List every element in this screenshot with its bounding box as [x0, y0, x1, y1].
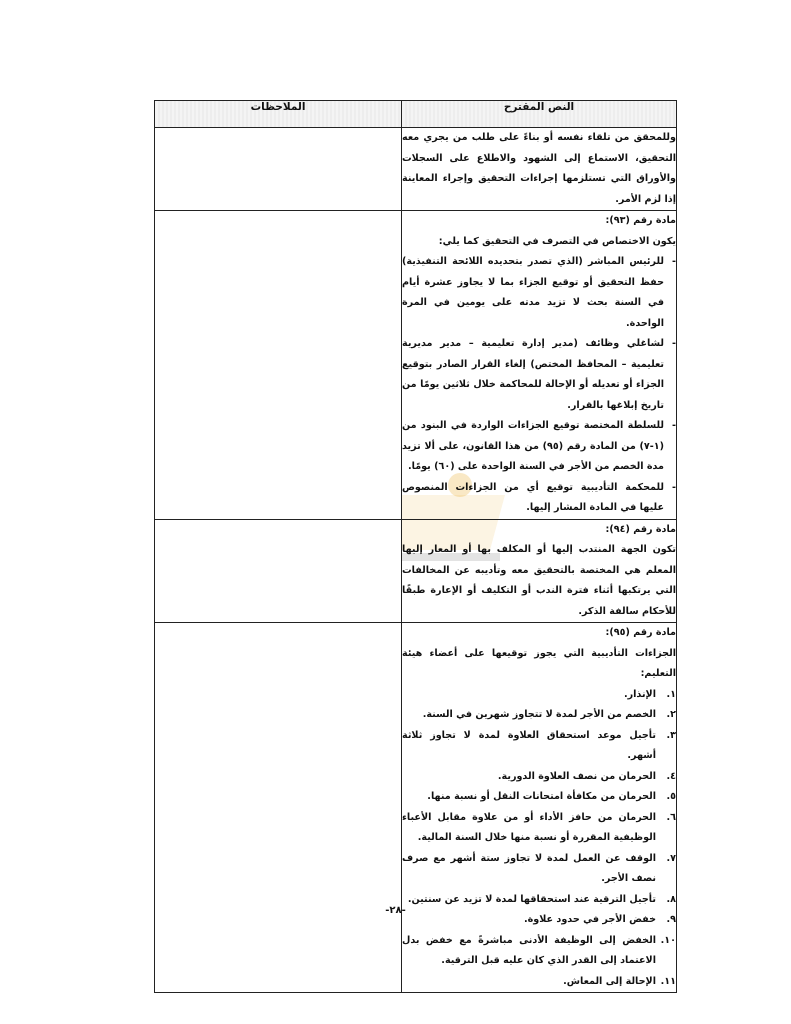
table-row — [155, 211, 677, 520]
penalty-item-text: الخصم من الأجر لمدة لا تتجاوز شهرين في السنة. — [422, 709, 656, 720]
penalty-item — [402, 685, 676, 706]
penalty-item — [402, 972, 676, 993]
penalty-item — [402, 726, 676, 767]
penalty-item-number: ١٠. — [660, 934, 676, 946]
list-item: - للمحكمة التأديبية توقيع أي من الجزاءات المنصوص عليها في المادة المشار إليها. — [402, 478, 676, 519]
penalty-item-number: ٨. — [666, 893, 676, 905]
notes-cell — [155, 623, 402, 993]
penalty-item-number: ١. — [666, 688, 676, 700]
table-row — [155, 128, 677, 211]
penalty-item-number: ٦. — [666, 811, 676, 823]
penalty-list — [402, 685, 676, 993]
list-item: - للرئيس المباشر (الذي تصدر بتحديده اللائحة التنفيذية) حفظ التحقيق أو توقيع الجزاء بما لا يجاوز عشرة أيام في السنة بحث لا تزيد مدته على يومين في المرة الواحدة. — [402, 252, 676, 334]
penalty-item-number: ٩. — [666, 914, 676, 925]
penalty-item-number: ٣. — [666, 729, 676, 741]
header-proposed-text: النص المقترح — [402, 101, 677, 128]
penalty-item-number: ٢. — [666, 709, 676, 720]
penalty-item-text: تأجيل موعد استحقاق العلاوة لمدة لا تجاوز ثلاثة أشهر. — [402, 729, 656, 761]
proposed-text-cell — [402, 623, 677, 993]
penalty-item — [402, 931, 676, 972]
article-item-list — [402, 252, 676, 519]
article-title: مادة رقم (٩٣): — [605, 215, 676, 226]
notes-cell — [155, 211, 402, 520]
penalty-item-text: الإنذار. — [623, 688, 656, 700]
penalty-item-text: الحرمان من مكافأة امتحانات النقل أو نسبة منها. — [427, 791, 656, 802]
proposed-text-cell — [402, 128, 677, 211]
article-title: مادة رقم (٩٤): — [605, 523, 676, 535]
article-body: تكون الجهة المنتدب إليها أو المكلف بها أو المعار إليها المعلم هي المختصة بالتحقيق معه وتأديبه عن المخالفات التي يرتكبها أثناء فترة الندب أو التكليف أو الإعارة طبقًا للأحكام سالفة الذكر. — [402, 544, 676, 617]
penalty-item-number: ٤. — [666, 770, 676, 782]
penalty-item-number: ٧. — [666, 852, 676, 864]
proposal-table — [154, 100, 677, 993]
penalty-item-text: خفض الأجر في حدود علاوة. — [523, 914, 656, 925]
notes-cell — [155, 128, 402, 211]
article-intro: الجزاءات التأديبية التي يجوز توقيعها على أعضاء هيئة التعليم: — [402, 647, 676, 679]
penalty-item-text: الإحالة إلى المعاش. — [563, 975, 656, 987]
header-notes: الملاحظات — [155, 101, 402, 128]
table-row — [155, 623, 677, 993]
penalty-item-number: ١١. — [660, 975, 676, 987]
article-intro: يكون الاختصاص في التصرف في التحقيق كما يلي: — [438, 235, 676, 247]
penalty-item — [402, 705, 676, 726]
page-number: -٢٨- — [385, 905, 406, 916]
penalty-item — [402, 767, 676, 788]
penalty-item-text: الوقف عن العمل لمدة لا تجاوز ستة أشهر مع صرف نصف الأجر. — [402, 852, 656, 884]
proposed-text-cell — [402, 519, 677, 623]
penalty-item — [402, 849, 676, 890]
proposed-text-cell — [402, 211, 677, 520]
notes-cell — [155, 519, 402, 623]
penalty-item — [402, 787, 676, 808]
penalty-item-number: ٥. — [666, 791, 676, 802]
table-header-row — [155, 101, 677, 128]
list-item: - لشاغلي وظائف (مدير إدارة تعليمية – مدير مديرية تعليمية – المحافظ المختص) إلغاء القرار الصادر بتوقيع الجزاء أو تعديله أو الإحالة للمحاكمة خلال ثلاثين يومًا من تاريخ إبلاغها بالقرار. — [402, 334, 676, 416]
penalty-item-text: الحرمان من نصف العلاوة الدورية. — [497, 770, 656, 782]
article-title: مادة رقم (٩٥): — [605, 627, 676, 638]
table-row — [155, 519, 677, 623]
penalty-item-text: الحرمان من حافز الأداء أو من علاوة مقابل الأعباء الوظيفية المقررة أو نسبة منها خلال السنة المالية. — [402, 811, 656, 843]
penalty-item-text: الخفض إلى الوظيفة الأدنى مباشرةً مع خفض بدل الاعتماد إلى القدر الذي كان عليه قبل الترقية. — [402, 934, 656, 966]
penalty-item-text: تأجيل الترقية عند استحقاقها لمدة لا تزيد عن سنتين. — [407, 893, 656, 905]
penalty-item — [402, 808, 676, 849]
article-paragraph: وللمحقق من تلقاء نفسه أو بناءً على طلب من يجري معه التحقيق، الاستماع إلى الشهود والاطلاع على السجلات والأوراق التي تستلزمها إجراءات التحقيق وإجراء المعاينة إذا لزم الأمر. — [402, 132, 676, 205]
list-item: - للسلطة المختصة توقيع الجزاءات الواردة في البنود من (١-٧) من المادة رقم (٩٥) من هذا القانون، على ألا تزيد مدة الخصم من الأجر في السنة الواحدة على (٦٠) يومًا. — [402, 416, 676, 478]
